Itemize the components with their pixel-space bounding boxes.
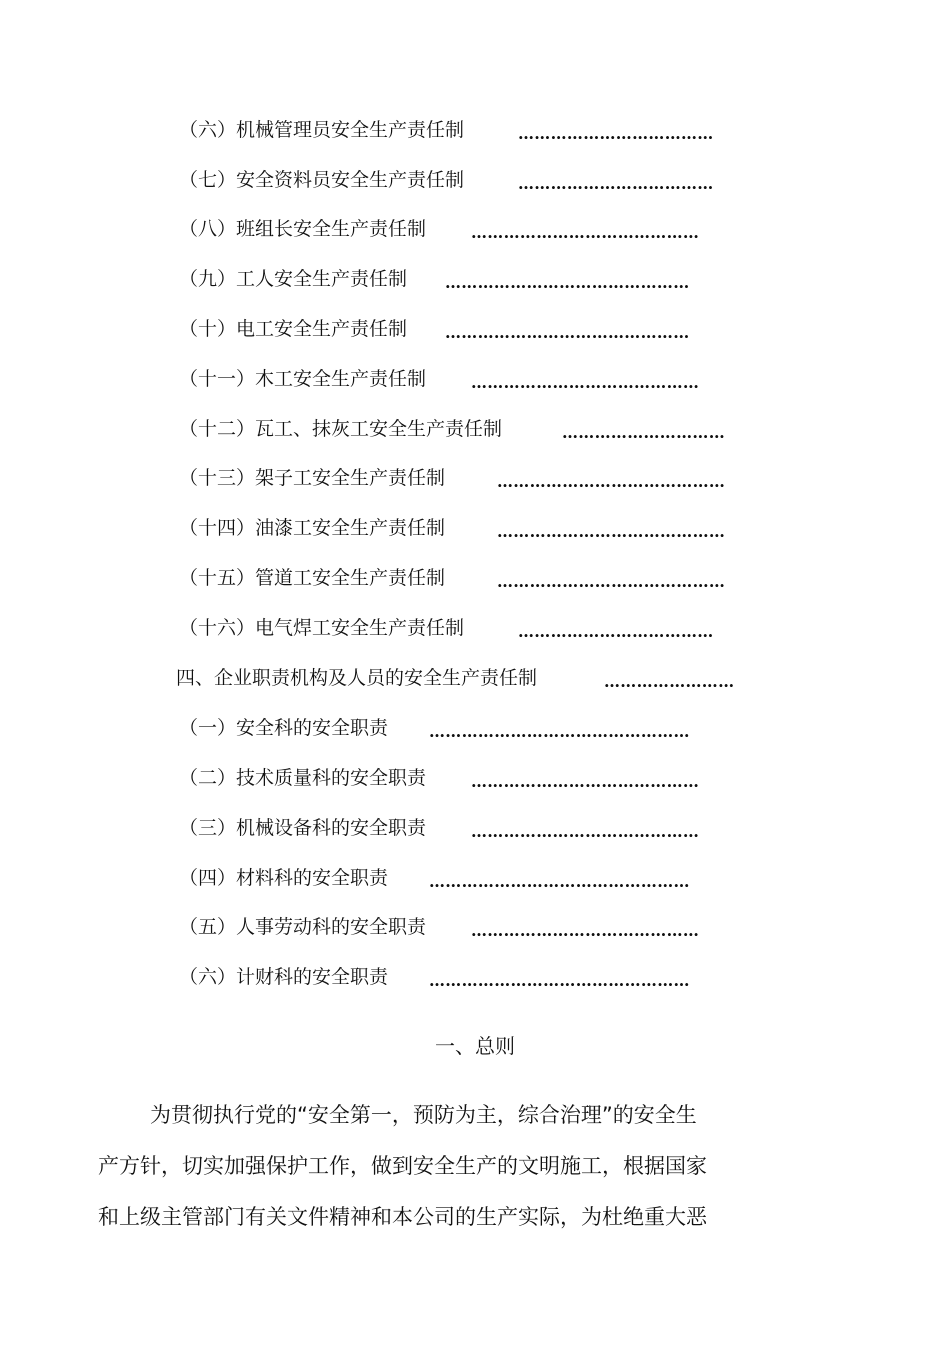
toc-entry-leader: …………………… (604, 672, 735, 691)
toc-entry-leader: …………………………………… (471, 822, 700, 841)
toc-entry-leader: ………………………………………… (429, 971, 690, 990)
body-text-line: 为贯彻执行党的“安全第一，预防为主，综合治理”的安全生 (150, 1103, 697, 1127)
toc-entry[interactable] (179, 514, 779, 542)
toc-entry[interactable] (179, 714, 779, 742)
body-text-line: 和上级主管部门有关文件精神和本公司的生产实际，为杜绝重大恶 (98, 1205, 707, 1229)
toc-entry-leader: …………………………………… (471, 223, 700, 242)
toc-entry[interactable] (179, 365, 779, 393)
toc-entry-label: 四、企业职责机构及人员的安全生产责任制 (176, 667, 538, 689)
toc-entry[interactable] (179, 166, 779, 194)
toc-entry[interactable] (179, 464, 779, 492)
toc-entry-leader: …………………………………… (471, 772, 700, 791)
toc-entry[interactable] (179, 814, 779, 842)
toc-entry-label: （十一）木工安全生产责任制 (179, 368, 427, 390)
toc-entry-label: （四）材料科的安全职责 (179, 867, 389, 889)
toc-entry-leader: ……………………………………… (445, 323, 690, 342)
toc-entry-leader: …………………………………… (497, 472, 726, 491)
toc-entry-leader: ………………………… (562, 423, 725, 442)
toc-entry-label: （一）安全科的安全职责 (179, 717, 389, 739)
toc-entry-label: （六）机械管理员安全生产责任制 (179, 119, 465, 141)
toc-entry-leader: ………………………………………… (429, 872, 690, 891)
toc-entry[interactable] (179, 265, 779, 293)
toc-entry-leader: ……………………………… (518, 124, 714, 143)
toc-entry-label: （七）安全资料员安全生产责任制 (179, 169, 465, 191)
toc-entry-leader: ……………………………… (518, 622, 714, 641)
toc-entry-label: （十三）架子工安全生产责任制 (179, 467, 446, 489)
toc-entry-label: （十）电工安全生产责任制 (179, 318, 408, 340)
toc-entry-leader: …………………………………… (497, 522, 726, 541)
toc-entry[interactable] (176, 664, 786, 692)
toc-entry[interactable] (179, 764, 779, 792)
toc-entry-leader: ……………………………… (518, 174, 714, 193)
toc-entry[interactable] (179, 315, 779, 343)
toc-entry-label: （五）人事劳动科的安全职责 (179, 916, 427, 938)
toc-entry[interactable] (179, 864, 779, 892)
toc-entry-label: （八）班组长安全生产责任制 (179, 218, 427, 240)
toc-entry-label: （十五）管道工安全生产责任制 (179, 567, 446, 589)
toc-entry-label: （六）计财科的安全职责 (179, 966, 389, 988)
toc-entry[interactable] (179, 415, 784, 443)
toc-entry-leader: ………………………………………… (429, 722, 690, 741)
body-text-line: 产方针，切实加强保护工作，做到安全生产的文明施工，根据国家 (98, 1154, 707, 1178)
toc-entry[interactable] (179, 564, 779, 592)
toc-entry-label: （九）工人安全生产责任制 (179, 268, 408, 290)
toc-entry[interactable] (179, 215, 779, 243)
toc-entry-leader: …………………………………… (497, 572, 726, 591)
toc-entry-leader: ……………………………………… (445, 273, 690, 292)
toc-entry[interactable] (179, 116, 779, 144)
toc-entry[interactable] (179, 913, 779, 941)
toc-entry-label: （十六）电气焊工安全生产责任制 (179, 617, 465, 639)
toc-entry-leader: …………………………………… (471, 373, 700, 392)
toc-entry[interactable] (179, 963, 779, 991)
toc-entry-label: （十二）瓦工、抹灰工安全生产责任制 (179, 418, 503, 440)
toc-entry-leader: …………………………………… (471, 921, 700, 940)
toc-entry[interactable] (179, 614, 779, 642)
toc-entry-label: （十四）油漆工安全生产责任制 (179, 517, 446, 539)
section-heading: 一、总则 (435, 1034, 515, 1058)
toc-entry-label: （三）机械设备科的安全职责 (179, 817, 427, 839)
toc-entry-label: （二）技术质量科的安全职责 (179, 767, 427, 789)
